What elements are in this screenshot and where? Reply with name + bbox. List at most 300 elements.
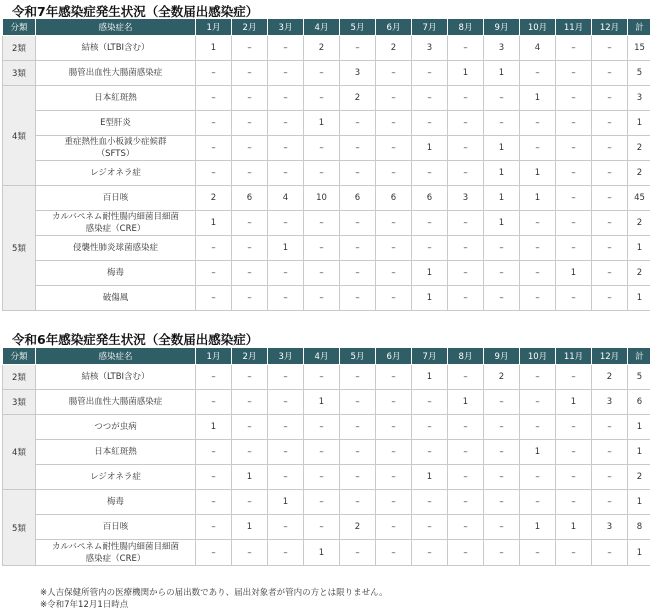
col-header-month: 4月: [304, 19, 340, 36]
row-total: 1: [628, 415, 650, 440]
month-count: 1: [412, 136, 448, 161]
month-count: –: [196, 136, 232, 161]
month-count: –: [268, 161, 304, 186]
category-cell: 4類: [3, 86, 36, 186]
month-count: –: [196, 261, 232, 286]
col-header-month: 3月: [268, 348, 304, 365]
month-count: –: [484, 415, 520, 440]
month-count: –: [304, 515, 340, 540]
month-count: –: [232, 440, 268, 465]
col-header-month: 4月: [304, 348, 340, 365]
month-count: –: [304, 440, 340, 465]
month-count: –: [592, 136, 628, 161]
month-count: –: [448, 111, 484, 136]
month-count: –: [448, 365, 484, 390]
month-count: –: [232, 415, 268, 440]
month-count: –: [448, 440, 484, 465]
month-count: –: [196, 86, 232, 111]
month-count: –: [412, 86, 448, 111]
month-count: –: [304, 490, 340, 515]
month-count: –: [484, 490, 520, 515]
month-count: –: [484, 390, 520, 415]
month-count: –: [520, 61, 556, 86]
month-count: –: [448, 86, 484, 111]
col-header-name: 感染症名: [36, 19, 196, 36]
month-count: –: [232, 261, 268, 286]
month-count: –: [304, 365, 340, 390]
row-total: 15: [628, 36, 650, 61]
month-count: –: [520, 465, 556, 490]
month-count: –: [196, 540, 232, 566]
month-count: –: [376, 440, 412, 465]
month-count: –: [304, 61, 340, 86]
month-count: –: [412, 111, 448, 136]
col-header-month: 6月: [376, 348, 412, 365]
month-count: –: [196, 236, 232, 261]
month-count: –: [340, 36, 376, 61]
disease-name: つつが虫病: [36, 415, 196, 440]
month-count: –: [484, 86, 520, 111]
month-count: –: [196, 465, 232, 490]
month-count: –: [268, 286, 304, 311]
month-count: –: [376, 161, 412, 186]
month-count: –: [592, 236, 628, 261]
row-total: 1: [628, 286, 650, 311]
col-header-bunrui: 分類: [3, 19, 36, 36]
disease-name: E型肝炎: [36, 111, 196, 136]
month-count: –: [556, 365, 592, 390]
row-total: 3: [628, 86, 650, 111]
header-row: [3, 348, 650, 365]
disease-name: 腸管出血性大腸菌感染症: [36, 61, 196, 86]
row-total: 1: [628, 540, 650, 566]
table-row: [3, 390, 650, 415]
month-count: 3: [412, 36, 448, 61]
disease-name-line: カルバペネム耐性腸内細菌目細菌: [52, 212, 179, 222]
month-count: –: [340, 161, 376, 186]
table-row: [3, 36, 650, 61]
month-count: –: [412, 440, 448, 465]
row-total: 1: [628, 490, 650, 515]
disease-name-line: （SFTS）: [96, 149, 135, 159]
month-count: –: [268, 440, 304, 465]
month-count: –: [268, 465, 304, 490]
month-count: –: [376, 211, 412, 236]
month-count: –: [448, 211, 484, 236]
month-count: –: [520, 286, 556, 311]
table-row: [3, 161, 650, 186]
month-count: –: [592, 261, 628, 286]
row-total: 2: [628, 161, 650, 186]
row-total: 2: [628, 465, 650, 490]
month-count: –: [196, 286, 232, 311]
disease-name-line: 感染症（CRE）: [85, 224, 146, 234]
month-count: 1: [412, 261, 448, 286]
month-count: –: [412, 515, 448, 540]
month-count: –: [340, 236, 376, 261]
month-count: –: [304, 286, 340, 311]
table-row: [3, 465, 650, 490]
table-row: [3, 540, 650, 566]
table-row: [3, 86, 650, 111]
month-count: –: [448, 136, 484, 161]
month-count: 1: [484, 211, 520, 236]
month-count: –: [304, 465, 340, 490]
month-count: –: [592, 465, 628, 490]
disease-name-line: 重症熱性血小板減少症候群: [64, 137, 167, 147]
month-count: –: [304, 86, 340, 111]
category-cell: 4類: [3, 415, 36, 490]
col-header-month: 10月: [520, 19, 556, 36]
month-count: –: [448, 36, 484, 61]
month-count: –: [556, 465, 592, 490]
month-count: 1: [556, 390, 592, 415]
month-count: –: [196, 111, 232, 136]
col-header-month: 9月: [484, 348, 520, 365]
disease-name: 日本紅斑熱: [36, 86, 196, 111]
disease-name: 破傷風: [36, 286, 196, 311]
month-count: –: [304, 136, 340, 161]
month-count: –: [556, 540, 592, 566]
month-count: –: [304, 236, 340, 261]
table-title-r7: 令和7年感染症発生状況（全数届出感染症）: [12, 4, 259, 19]
month-count: –: [484, 515, 520, 540]
month-count: 1: [232, 515, 268, 540]
month-count: –: [556, 211, 592, 236]
month-count: 1: [484, 136, 520, 161]
month-count: –: [340, 365, 376, 390]
month-count: 6: [340, 186, 376, 211]
month-count: –: [340, 390, 376, 415]
month-count: –: [268, 261, 304, 286]
month-count: –: [556, 161, 592, 186]
month-count: –: [376, 111, 412, 136]
month-count: –: [592, 211, 628, 236]
month-count: 3: [592, 390, 628, 415]
month-count: –: [556, 490, 592, 515]
month-count: –: [304, 211, 340, 236]
month-count: 2: [340, 515, 376, 540]
disease-name: 侵襲性肺炎球菌感染症: [36, 236, 196, 261]
month-count: –: [556, 236, 592, 261]
month-count: 10: [304, 186, 340, 211]
month-count: 3: [484, 36, 520, 61]
category-cell: 3類: [3, 61, 36, 86]
month-count: –: [196, 161, 232, 186]
month-count: 1: [520, 161, 556, 186]
col-header-month: 2月: [232, 19, 268, 36]
col-header-month: 6月: [376, 19, 412, 36]
month-count: 1: [412, 365, 448, 390]
month-count: –: [592, 415, 628, 440]
month-count: 3: [340, 61, 376, 86]
note-reporting-scope: ※人吉保健所管内の医療機関からの届出数であり、届出対象者が管内の方とは限りません。: [40, 588, 388, 598]
month-count: –: [376, 415, 412, 440]
month-count: –: [520, 111, 556, 136]
month-count: –: [376, 61, 412, 86]
month-count: –: [376, 465, 412, 490]
table-row: [3, 365, 650, 390]
month-count: –: [376, 365, 412, 390]
table-row: [3, 490, 650, 515]
month-count: –: [232, 211, 268, 236]
month-count: –: [592, 61, 628, 86]
month-count: 1: [268, 236, 304, 261]
month-count: –: [232, 365, 268, 390]
disease-name-line: カルバペネム耐性腸内細菌目細菌: [52, 541, 179, 552]
month-count: –: [592, 86, 628, 111]
col-header-bunrui: 分類: [3, 348, 36, 365]
month-count: 1: [412, 465, 448, 490]
month-count: –: [592, 186, 628, 211]
month-count: 2: [304, 36, 340, 61]
month-count: –: [340, 286, 376, 311]
disease-name: 結核（LTBI含む）: [36, 36, 196, 61]
month-count: –: [340, 465, 376, 490]
month-count: –: [592, 36, 628, 61]
month-count: –: [484, 440, 520, 465]
month-count: –: [448, 236, 484, 261]
month-count: 2: [340, 86, 376, 111]
note-as-of-date: ※令和7年12月1日時点: [40, 600, 129, 610]
month-count: 4: [268, 186, 304, 211]
table-row: [3, 236, 650, 261]
month-count: –: [520, 415, 556, 440]
table-row: [3, 261, 650, 286]
month-count: –: [268, 415, 304, 440]
col-header-month: 12月: [592, 348, 628, 365]
month-count: –: [232, 161, 268, 186]
month-count: –: [556, 440, 592, 465]
infection-table-r6: [2, 347, 650, 566]
row-total: 1: [628, 236, 650, 261]
month-count: –: [196, 515, 232, 540]
row-total: 45: [628, 186, 650, 211]
disease-name-line: 感染症（CRE）: [85, 553, 146, 564]
col-header-month: 5月: [340, 348, 376, 365]
month-count: –: [592, 440, 628, 465]
month-count: –: [556, 111, 592, 136]
month-count: 2: [592, 365, 628, 390]
month-count: –: [520, 365, 556, 390]
month-count: –: [412, 236, 448, 261]
month-count: –: [412, 540, 448, 566]
month-count: –: [520, 390, 556, 415]
month-count: –: [376, 515, 412, 540]
month-count: –: [232, 540, 268, 566]
month-count: –: [340, 136, 376, 161]
month-count: –: [376, 490, 412, 515]
col-header-month: 12月: [592, 19, 628, 36]
month-count: 1: [556, 515, 592, 540]
month-count: –: [232, 286, 268, 311]
month-count: –: [556, 286, 592, 311]
month-count: 1: [196, 36, 232, 61]
month-count: –: [232, 36, 268, 61]
month-count: –: [268, 211, 304, 236]
table-row: [3, 61, 650, 86]
table-title-r6: 令和6年感染症発生状況（全数届出感染症）: [12, 332, 259, 347]
month-count: 1: [232, 465, 268, 490]
disease-name: 百日咳: [36, 515, 196, 540]
month-count: –: [376, 261, 412, 286]
month-count: –: [520, 540, 556, 566]
month-count: –: [268, 61, 304, 86]
row-total: 2: [628, 136, 650, 161]
month-count: –: [232, 490, 268, 515]
month-count: –: [232, 390, 268, 415]
month-count: 1: [520, 186, 556, 211]
month-count: 3: [448, 186, 484, 211]
month-count: 6: [376, 186, 412, 211]
month-count: –: [484, 286, 520, 311]
month-count: –: [340, 490, 376, 515]
month-count: 1: [412, 286, 448, 311]
disease-name: 結核（LTBI含む）: [36, 365, 196, 390]
col-header-month: 11月: [556, 19, 592, 36]
month-count: –: [412, 211, 448, 236]
month-count: –: [448, 161, 484, 186]
disease-name: レジオネラ症: [36, 161, 196, 186]
month-count: –: [232, 236, 268, 261]
row-total: 5: [628, 61, 650, 86]
month-count: –: [448, 515, 484, 540]
month-count: 2: [196, 186, 232, 211]
col-header-total: 計: [628, 19, 650, 36]
month-count: –: [520, 261, 556, 286]
col-header-month: 11月: [556, 348, 592, 365]
month-count: 1: [448, 61, 484, 86]
row-total: 8: [628, 515, 650, 540]
month-count: –: [268, 86, 304, 111]
month-count: –: [376, 390, 412, 415]
col-header-month: 3月: [268, 19, 304, 36]
col-header-total: 計: [628, 348, 650, 365]
month-count: –: [592, 111, 628, 136]
month-count: –: [592, 161, 628, 186]
table-row: [3, 211, 650, 236]
month-count: –: [340, 440, 376, 465]
row-total: 5: [628, 365, 650, 390]
month-count: –: [268, 540, 304, 566]
month-count: 1: [304, 390, 340, 415]
month-count: –: [556, 61, 592, 86]
month-count: –: [520, 236, 556, 261]
month-count: –: [340, 540, 376, 566]
month-count: –: [304, 161, 340, 186]
month-count: –: [232, 61, 268, 86]
month-count: 1: [304, 540, 340, 566]
month-count: –: [304, 261, 340, 286]
table-row: [3, 111, 650, 136]
table-row: [3, 186, 650, 211]
row-total: 1: [628, 440, 650, 465]
month-count: –: [484, 261, 520, 286]
month-count: –: [304, 415, 340, 440]
month-count: –: [484, 465, 520, 490]
month-count: –: [268, 136, 304, 161]
month-count: 1: [268, 490, 304, 515]
month-count: –: [340, 211, 376, 236]
month-count: –: [484, 236, 520, 261]
month-count: –: [268, 390, 304, 415]
month-count: 1: [520, 440, 556, 465]
month-count: –: [196, 490, 232, 515]
col-header-name: 感染症名: [36, 348, 196, 365]
month-count: –: [412, 161, 448, 186]
month-count: 1: [520, 515, 556, 540]
month-count: 6: [412, 186, 448, 211]
month-count: –: [268, 36, 304, 61]
col-header-month: 1月: [196, 19, 232, 36]
month-count: –: [340, 415, 376, 440]
month-count: –: [340, 261, 376, 286]
month-count: 1: [556, 261, 592, 286]
disease-name: [36, 136, 196, 161]
row-total: 2: [628, 211, 650, 236]
month-count: –: [196, 365, 232, 390]
month-count: 1: [484, 186, 520, 211]
month-count: –: [448, 490, 484, 515]
table-row: [3, 286, 650, 311]
month-count: –: [556, 415, 592, 440]
month-count: –: [412, 390, 448, 415]
month-count: –: [448, 465, 484, 490]
month-count: –: [376, 286, 412, 311]
month-count: –: [268, 111, 304, 136]
header-row: [3, 19, 650, 36]
month-count: –: [448, 540, 484, 566]
month-count: 2: [484, 365, 520, 390]
month-count: –: [592, 540, 628, 566]
category-cell: 5類: [3, 490, 36, 566]
col-header-month: 7月: [412, 348, 448, 365]
month-count: 3: [592, 515, 628, 540]
table-row: [3, 440, 650, 465]
col-header-month: 7月: [412, 19, 448, 36]
month-count: 1: [196, 211, 232, 236]
month-count: –: [592, 286, 628, 311]
month-count: –: [376, 236, 412, 261]
category-cell: 3類: [3, 390, 36, 415]
month-count: 2: [376, 36, 412, 61]
month-count: –: [484, 540, 520, 566]
col-header-month: 5月: [340, 19, 376, 36]
month-count: –: [520, 490, 556, 515]
month-count: –: [376, 540, 412, 566]
month-count: –: [484, 111, 520, 136]
month-count: –: [232, 111, 268, 136]
month-count: –: [196, 61, 232, 86]
month-count: –: [232, 86, 268, 111]
month-count: –: [376, 136, 412, 161]
table-row: [3, 515, 650, 540]
col-header-month: 9月: [484, 19, 520, 36]
month-count: –: [556, 36, 592, 61]
month-count: –: [412, 415, 448, 440]
month-count: –: [448, 415, 484, 440]
month-count: 1: [304, 111, 340, 136]
col-header-month: 10月: [520, 348, 556, 365]
month-count: –: [556, 86, 592, 111]
row-total: 6: [628, 390, 650, 415]
month-count: –: [412, 61, 448, 86]
month-count: –: [556, 136, 592, 161]
table-row: [3, 415, 650, 440]
month-count: 1: [520, 86, 556, 111]
col-header-month: 2月: [232, 348, 268, 365]
month-count: –: [412, 490, 448, 515]
